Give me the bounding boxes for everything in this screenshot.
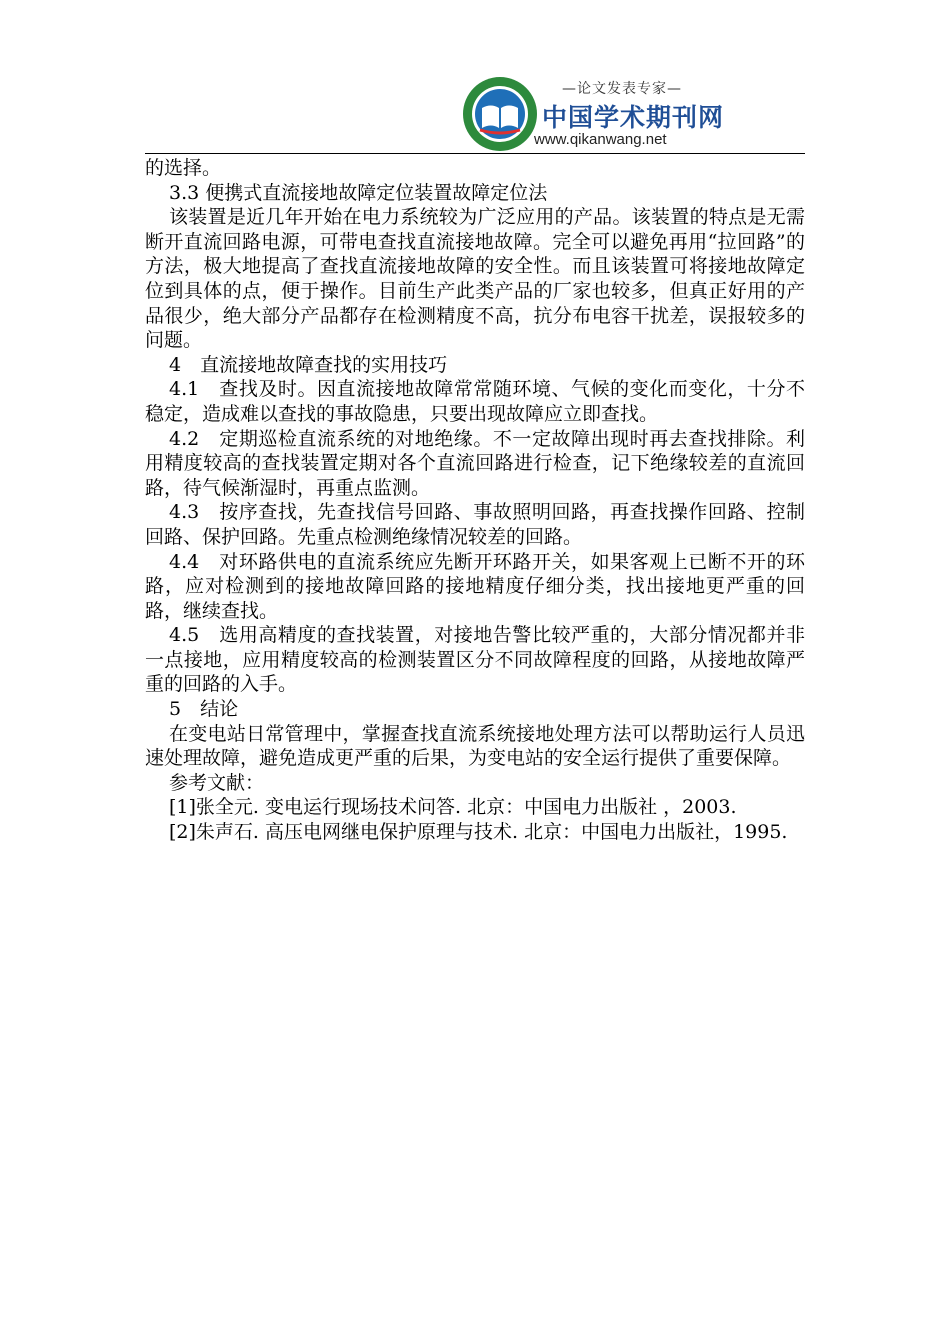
reference-item: [2]朱声石. 高压电网继电保护原理与技术. 北京：中国电力出版社，1995. — [169, 821, 788, 844]
section-heading: 4 直流接地故障查找的实用技巧 — [169, 353, 448, 376]
section-heading: 5 结论 — [169, 698, 239, 721]
paragraph: 4.3 按序查找，先查找信号回路、事故照明回路，再查找操作回路、控制回路、保护回路。先重点检测绝缘情况较差的回路。 — [145, 501, 805, 548]
seal-logo-icon — [462, 76, 538, 152]
site-logo[interactable] — [462, 76, 725, 152]
paragraph: 的选择。 — [145, 157, 222, 179]
article-body — [145, 156, 805, 845]
header-divider — [145, 153, 805, 154]
logo-url[interactable]: www.qikanwang.net — [534, 131, 667, 148]
references-heading: 参考文献： — [169, 771, 265, 794]
paragraph: 4.5 选用高精度的查找装置，对接地告警比较严重的，大部分情况都并非一点接地，应用精度较高的检测装置区分不同故障程度的回路，从接地故障严重的回路的入手。 — [145, 624, 805, 696]
section-heading: 3.3 便携式直流接地故障定位装置故障定位法 — [169, 181, 548, 204]
paragraph: 4.1 查找及时。因直流接地故障常常随环境、气候的变化而变化，十分不稳定，造成难以查找的事故隐患，只要出现故障应立即查找。 — [145, 378, 805, 425]
reference-item: [1]张全元. 变电运行现场技术问答. 北京：中国电力出版社 ，2003. — [169, 796, 737, 819]
logo-name: 中国学术期刊网 — [542, 103, 725, 132]
paragraph: 在变电站日常管理中，掌握查找直流系统接地处理方法可以帮助运行人员迅速处理故障，避免造成更严重的后果，为变电站的安全运行提供了重要保障。 — [145, 722, 805, 770]
paragraph: 4.2 定期巡检直流系统的对地绝缘。不一定故障出现时再去查找排除。利用精度较高的查找装置定期对各个直流回路进行检查，记下绝缘较差的直流回路，待气候渐湿时，再重点监测。 — [145, 427, 805, 499]
logo-tagline: —论文发表专家— — [562, 81, 682, 97]
paragraph: 4.4 对环路供电的直流系统应先断开环路开关，如果客观上已断不开的环路，应对检测到的接地故障回路的接地精度仔细分类，找出接地更严重的回路，继续查找。 — [145, 550, 805, 622]
paragraph: 该装置是近几年开始在电力系统较为广泛应用的产品。该装置的特点是无需断开直流回路电源，可带电查找直流接地故障。完全可以避免再用“拉回路”的方法，极大地提高了查找直流接地故障的安全性。而且该装置可将接地故障定位到具体的点，便于操作。目前生产此类产品的厂家也较多，但真正好用的产品很少，绝大部分产品都存在检测精度不高，抗分布电容干扰差，误报较多的问题。 — [145, 206, 805, 352]
